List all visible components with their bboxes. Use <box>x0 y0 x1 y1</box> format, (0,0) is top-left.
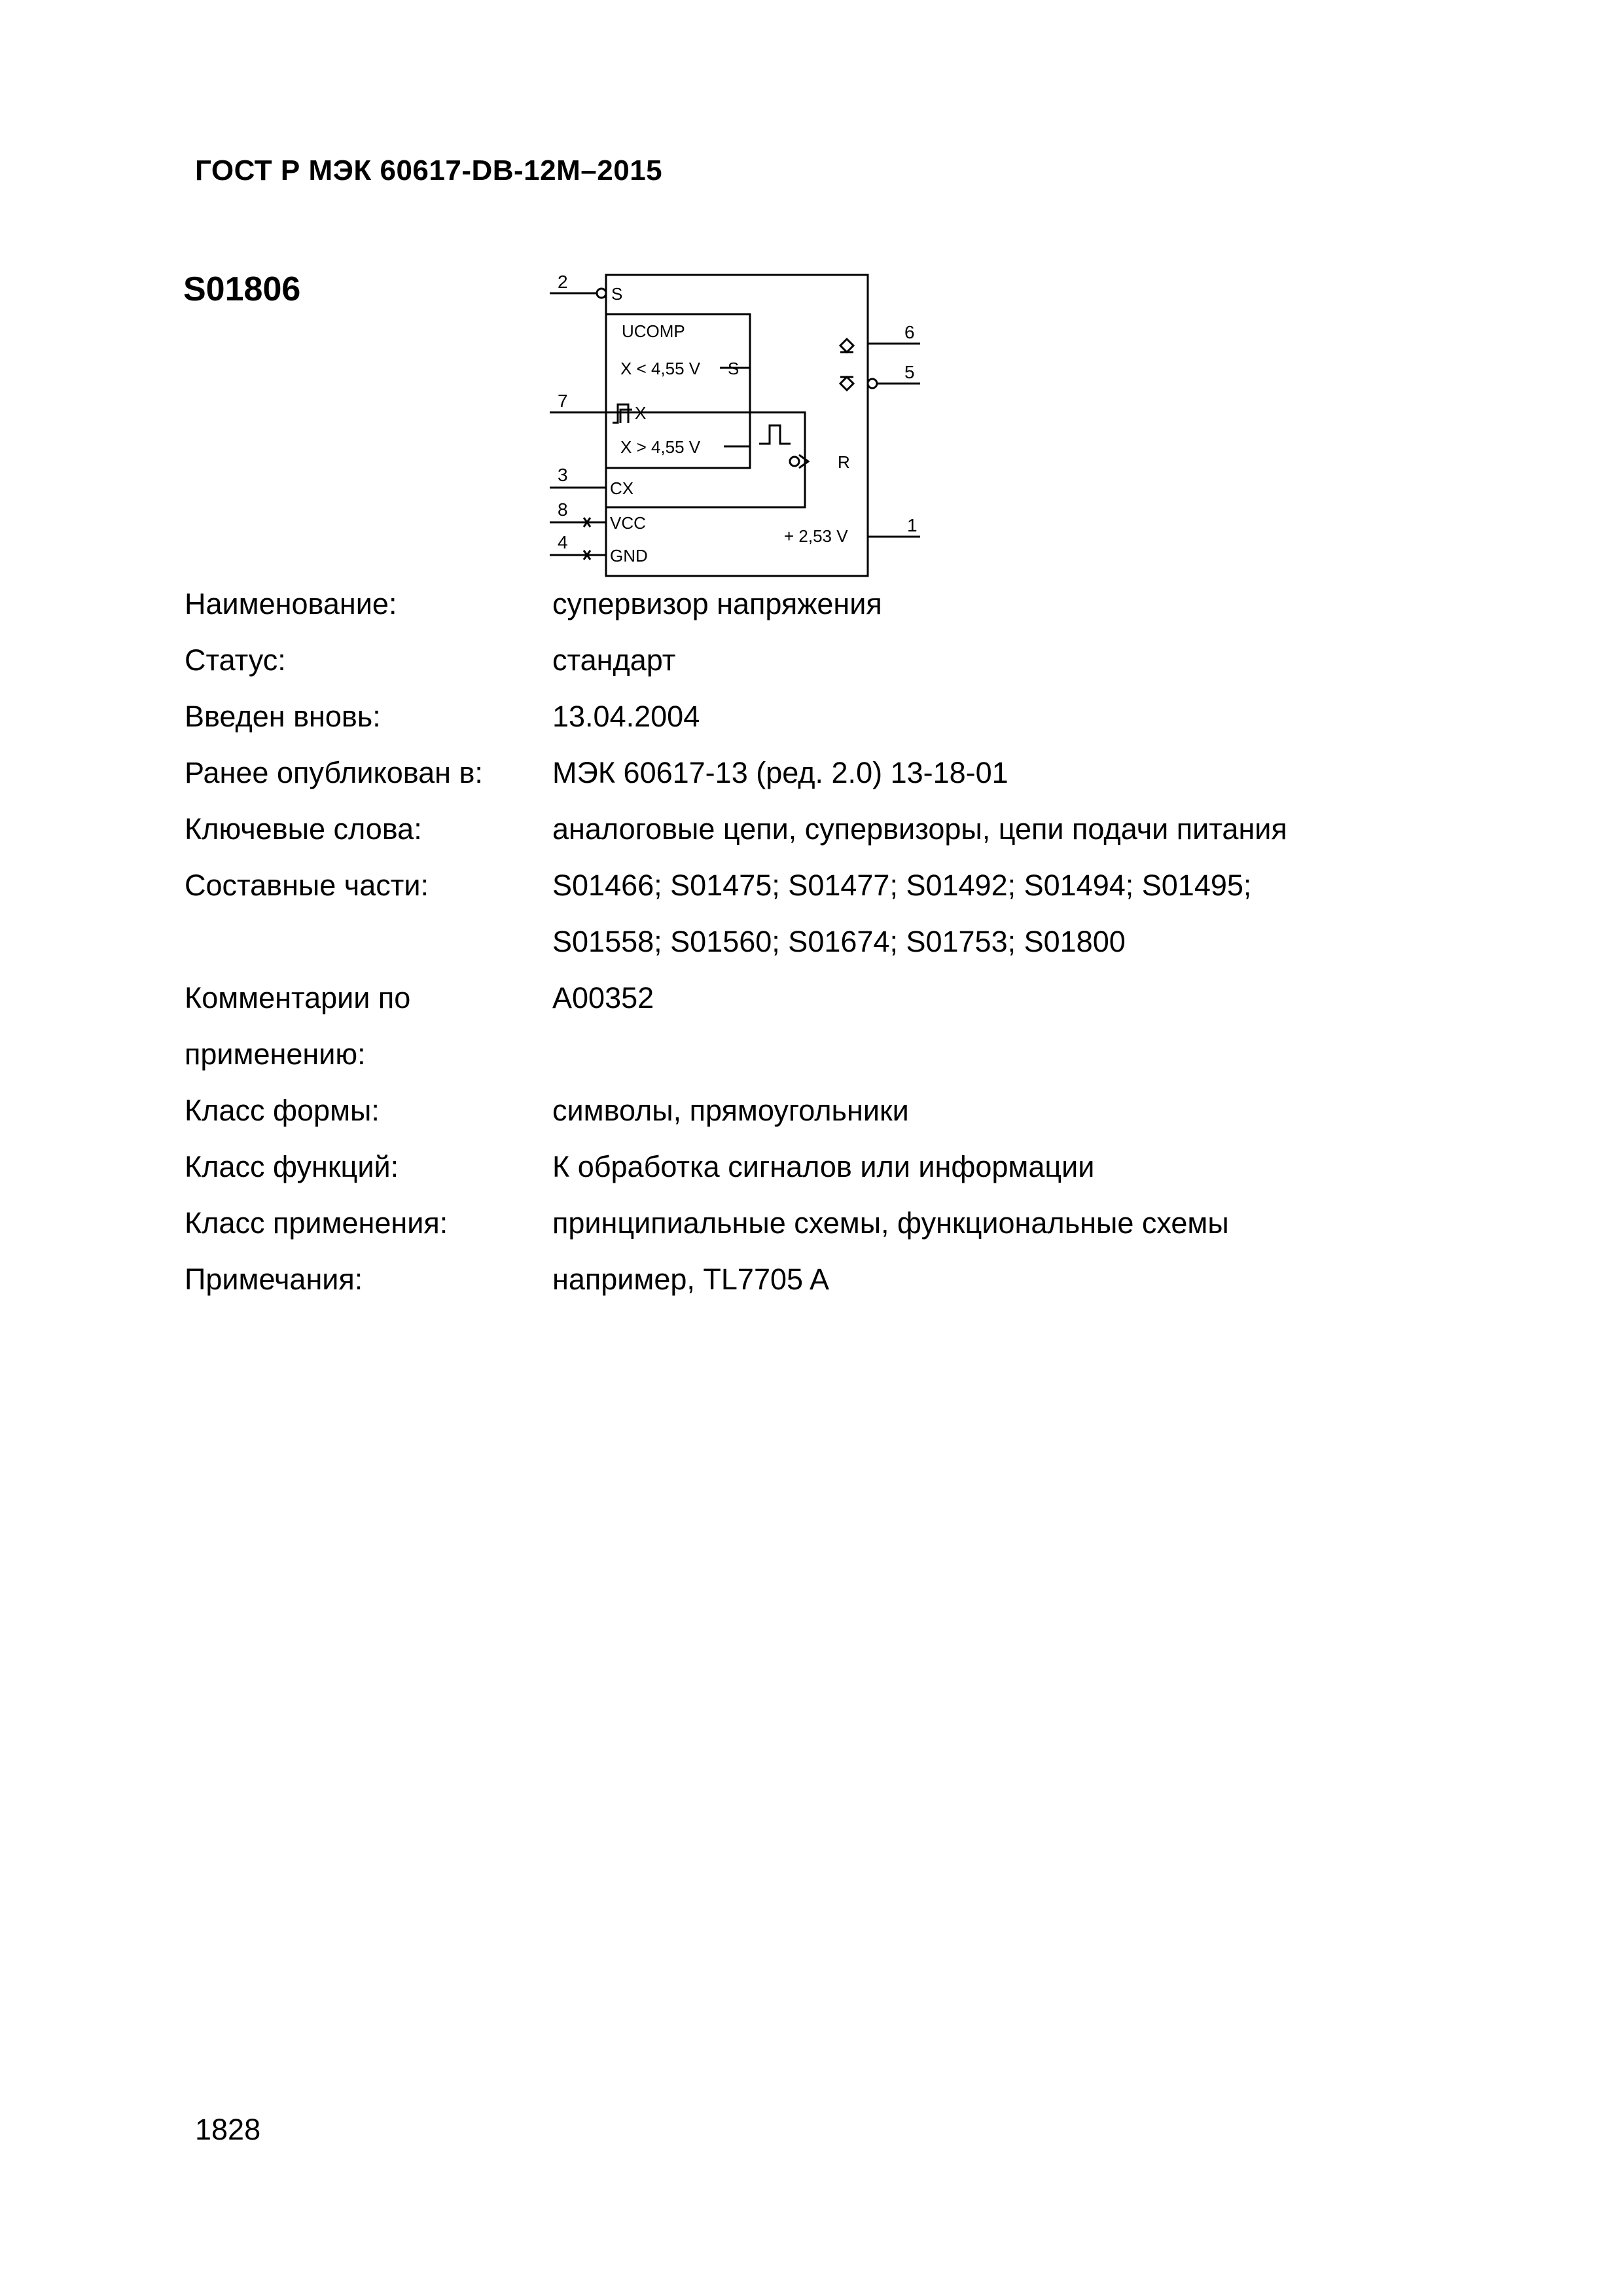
pin-6-diamond <box>840 339 853 352</box>
property-label: Статус: <box>185 643 286 677</box>
pin-1-number: 1 <box>907 515 918 535</box>
property-row-usage-comments <box>185 970 1493 1026</box>
pulse-icon <box>759 425 791 444</box>
property-value: символы, прямоугольники <box>552 1094 909 1127</box>
pin-4-number: 4 <box>558 532 568 552</box>
pin-3-number: 3 <box>558 465 568 485</box>
r-label: R <box>838 452 850 472</box>
monostable-block <box>606 412 805 507</box>
property-label: Класс применения: <box>185 1206 448 1240</box>
property-row-notes <box>185 1251 1493 1308</box>
hysteresis-icon <box>613 404 632 423</box>
property-label: Введен вновь: <box>185 700 381 733</box>
pin-5-number: 5 <box>904 362 915 382</box>
property-value: принципиальные схемы, функциональные схемы <box>552 1206 1229 1240</box>
property-label: Ранее опубликован в: <box>185 756 483 789</box>
pin-2-number: 2 <box>558 272 568 292</box>
property-row-introduced <box>185 689 1493 745</box>
property-value: S01466; S01475; S01477; S01492; S01494; S01495; <box>552 869 1252 902</box>
x-gt-threshold-label: X > 4,55 V <box>620 437 701 457</box>
symbol-id: S01806 <box>183 270 301 308</box>
property-row-keywords <box>185 801 1493 857</box>
property-row-function-class <box>185 1139 1493 1195</box>
gnd-label: GND <box>610 546 648 565</box>
property-row-components-cont <box>185 914 1493 970</box>
property-value: аналоговые цепи, супервизоры, цепи подачи питания <box>552 812 1287 846</box>
page-number: 1828 <box>195 2113 261 2146</box>
property-row-usage-comments-cont <box>185 1026 1493 1083</box>
pin-5-diamond <box>840 377 853 390</box>
property-row-shape-class <box>185 1083 1493 1139</box>
property-label: Комментарии по <box>185 981 411 1014</box>
vcc-label: VCC <box>610 513 646 533</box>
symbol-properties <box>185 576 1493 1308</box>
property-label: Наименование: <box>185 587 397 620</box>
property-label: Класс функций: <box>185 1150 399 1183</box>
property-label: Класс формы: <box>185 1094 380 1127</box>
s-output-label: S <box>728 359 740 378</box>
r-negation <box>790 457 799 466</box>
property-value: S01558; S01560; S01674; S01753; S01800 <box>552 925 1126 958</box>
property-row-components <box>185 857 1493 914</box>
property-row-name <box>185 576 1493 632</box>
reference-voltage-label: + 2,53 V <box>784 526 848 546</box>
property-value <box>552 1026 1493 1083</box>
r-dynamic-triangle <box>799 455 808 468</box>
property-value: супервизор напряжения <box>552 587 882 620</box>
circuit-symbol-diagram <box>537 262 929 589</box>
property-row-previously-published <box>185 745 1493 801</box>
x-input-label: X <box>635 403 647 423</box>
ucomp-label: UCOMP <box>622 321 685 341</box>
pin-6-number: 6 <box>904 322 915 342</box>
property-label: Ключевые слова: <box>185 812 422 846</box>
property-value: стандарт <box>552 643 676 677</box>
pin-2-negation <box>597 289 606 298</box>
property-row-status <box>185 632 1493 689</box>
property-value: A00352 <box>552 981 654 1014</box>
cx-label: CX <box>610 478 634 498</box>
document-header: ГОСТ Р МЭК 60617-DB-12М–2015 <box>195 154 663 187</box>
property-value: 13.04.2004 <box>552 700 700 733</box>
pin-5-negation <box>868 379 877 388</box>
s-input-label: S <box>611 284 623 304</box>
pin-7-number: 7 <box>558 391 568 411</box>
property-value: например, TL7705 A <box>552 1263 830 1296</box>
property-label: применению: <box>185 1037 366 1071</box>
property-label <box>185 914 552 970</box>
property-row-application-class <box>185 1195 1493 1251</box>
property-label: Составные части: <box>185 869 429 902</box>
x-lt-threshold-label: X < 4,55 V <box>620 359 701 378</box>
property-value: К обработка сигналов или информации <box>552 1150 1095 1183</box>
property-label: Примечания: <box>185 1263 363 1296</box>
pin-8-number: 8 <box>558 499 568 520</box>
property-value: МЭК 60617-13 (ред. 2.0) 13-18-01 <box>552 756 1008 789</box>
